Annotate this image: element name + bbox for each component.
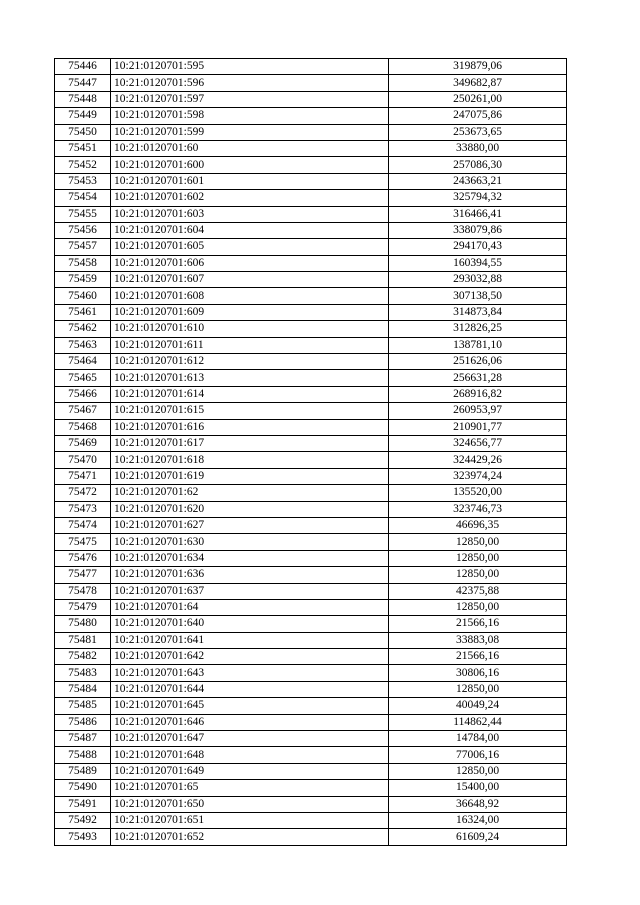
cadastral-value-cell: 61609,24 bbox=[389, 829, 567, 845]
row-number-cell: 75475 bbox=[55, 534, 111, 550]
cadastral-number-cell: 10:21:0120701:601 bbox=[111, 173, 389, 189]
row-number-cell: 75478 bbox=[55, 583, 111, 599]
row-number-cell: 75492 bbox=[55, 812, 111, 828]
cadastral-value-cell: 307138,50 bbox=[389, 288, 567, 304]
table-row bbox=[55, 468, 567, 484]
row-number-cell: 75446 bbox=[55, 59, 111, 75]
cadastral-number-cell: 10:21:0120701:651 bbox=[111, 812, 389, 828]
cadastral-value-cell: 12850,00 bbox=[389, 534, 567, 550]
cadastral-value-cell: 40049,24 bbox=[389, 698, 567, 714]
cadastral-value-table bbox=[54, 58, 567, 846]
cadastral-value-cell: 294170,43 bbox=[389, 239, 567, 255]
table-row bbox=[55, 731, 567, 747]
row-number-cell: 75482 bbox=[55, 649, 111, 665]
table-row bbox=[55, 435, 567, 451]
row-number-cell: 75448 bbox=[55, 91, 111, 107]
cadastral-value-cell: 77006,16 bbox=[389, 747, 567, 763]
row-number-cell: 75455 bbox=[55, 206, 111, 222]
cadastral-number-cell: 10:21:0120701:627 bbox=[111, 517, 389, 533]
row-number-cell: 75468 bbox=[55, 419, 111, 435]
cadastral-number-cell: 10:21:0120701:619 bbox=[111, 468, 389, 484]
cadastral-number-cell: 10:21:0120701:644 bbox=[111, 681, 389, 697]
row-number-cell: 75459 bbox=[55, 272, 111, 288]
table-row bbox=[55, 386, 567, 402]
table-row bbox=[55, 567, 567, 583]
table-row bbox=[55, 599, 567, 615]
cadastral-value-cell: 251626,06 bbox=[389, 354, 567, 370]
cadastral-value-cell: 114862,44 bbox=[389, 714, 567, 730]
row-number-cell: 75480 bbox=[55, 616, 111, 632]
cadastral-value-cell: 253673,65 bbox=[389, 124, 567, 140]
cadastral-number-cell: 10:21:0120701:602 bbox=[111, 190, 389, 206]
cadastral-value-cell: 15400,00 bbox=[389, 780, 567, 796]
row-number-cell: 75474 bbox=[55, 517, 111, 533]
cadastral-number-cell: 10:21:0120701:613 bbox=[111, 370, 389, 386]
table-row bbox=[55, 239, 567, 255]
cadastral-number-cell: 10:21:0120701:60 bbox=[111, 140, 389, 156]
row-number-cell: 75471 bbox=[55, 468, 111, 484]
cadastral-value-cell: 324429,26 bbox=[389, 452, 567, 468]
row-number-cell: 75452 bbox=[55, 157, 111, 173]
table-row bbox=[55, 517, 567, 533]
row-number-cell: 75481 bbox=[55, 632, 111, 648]
cadastral-value-cell: 210901,77 bbox=[389, 419, 567, 435]
table-row bbox=[55, 583, 567, 599]
cadastral-number-cell: 10:21:0120701:605 bbox=[111, 239, 389, 255]
row-number-cell: 75461 bbox=[55, 304, 111, 320]
cadastral-value-cell: 338079,86 bbox=[389, 222, 567, 238]
cadastral-number-cell: 10:21:0120701:649 bbox=[111, 763, 389, 779]
cadastral-value-cell: 46696,35 bbox=[389, 517, 567, 533]
cadastral-number-cell: 10:21:0120701:611 bbox=[111, 337, 389, 353]
cadastral-number-cell: 10:21:0120701:599 bbox=[111, 124, 389, 140]
cadastral-number-cell: 10:21:0120701:620 bbox=[111, 501, 389, 517]
table-row bbox=[55, 780, 567, 796]
row-number-cell: 75486 bbox=[55, 714, 111, 730]
row-number-cell: 75477 bbox=[55, 567, 111, 583]
table-row bbox=[55, 632, 567, 648]
row-number-cell: 75473 bbox=[55, 501, 111, 517]
row-number-cell: 75453 bbox=[55, 173, 111, 189]
cadastral-value-cell: 324656,77 bbox=[389, 435, 567, 451]
row-number-cell: 75463 bbox=[55, 337, 111, 353]
row-number-cell: 75470 bbox=[55, 452, 111, 468]
cadastral-value-cell: 349682,87 bbox=[389, 75, 567, 91]
table-row bbox=[55, 157, 567, 173]
table-row bbox=[55, 75, 567, 91]
table-row bbox=[55, 140, 567, 156]
cadastral-value-cell: 319879,06 bbox=[389, 59, 567, 75]
cadastral-value-cell: 312826,25 bbox=[389, 321, 567, 337]
cadastral-value-cell: 256631,28 bbox=[389, 370, 567, 386]
cadastral-value-cell: 12850,00 bbox=[389, 763, 567, 779]
cadastral-number-cell: 10:21:0120701:630 bbox=[111, 534, 389, 550]
table-row bbox=[55, 206, 567, 222]
cadastral-number-cell: 10:21:0120701:650 bbox=[111, 796, 389, 812]
cadastral-value-cell: 314873,84 bbox=[389, 304, 567, 320]
table-row bbox=[55, 403, 567, 419]
table-row bbox=[55, 419, 567, 435]
row-number-cell: 75466 bbox=[55, 386, 111, 402]
row-number-cell: 75483 bbox=[55, 665, 111, 681]
row-number-cell: 75451 bbox=[55, 140, 111, 156]
table-row bbox=[55, 616, 567, 632]
table-row bbox=[55, 354, 567, 370]
cadastral-value-cell: 33880,00 bbox=[389, 140, 567, 156]
cadastral-number-cell: 10:21:0120701:604 bbox=[111, 222, 389, 238]
row-number-cell: 75469 bbox=[55, 435, 111, 451]
row-number-cell: 75488 bbox=[55, 747, 111, 763]
table-row bbox=[55, 763, 567, 779]
cadastral-number-cell: 10:21:0120701:600 bbox=[111, 157, 389, 173]
table-row bbox=[55, 665, 567, 681]
cadastral-value-cell: 21566,16 bbox=[389, 616, 567, 632]
table-row bbox=[55, 747, 567, 763]
table-row bbox=[55, 452, 567, 468]
cadastral-value-cell: 243663,21 bbox=[389, 173, 567, 189]
row-number-cell: 75454 bbox=[55, 190, 111, 206]
cadastral-number-cell: 10:21:0120701:643 bbox=[111, 665, 389, 681]
table-row bbox=[55, 59, 567, 75]
cadastral-number-cell: 10:21:0120701:596 bbox=[111, 75, 389, 91]
cadastral-number-cell: 10:21:0120701:637 bbox=[111, 583, 389, 599]
table-row bbox=[55, 321, 567, 337]
table-row bbox=[55, 173, 567, 189]
cadastral-number-cell: 10:21:0120701:616 bbox=[111, 419, 389, 435]
row-number-cell: 75472 bbox=[55, 485, 111, 501]
row-number-cell: 75476 bbox=[55, 550, 111, 566]
row-number-cell: 75491 bbox=[55, 796, 111, 812]
cadastral-number-cell: 10:21:0120701:641 bbox=[111, 632, 389, 648]
row-number-cell: 75493 bbox=[55, 829, 111, 845]
cadastral-number-cell: 10:21:0120701:645 bbox=[111, 698, 389, 714]
cadastral-number-cell: 10:21:0120701:606 bbox=[111, 255, 389, 271]
cadastral-value-cell: 257086,30 bbox=[389, 157, 567, 173]
cadastral-number-cell: 10:21:0120701:636 bbox=[111, 567, 389, 583]
row-number-cell: 75485 bbox=[55, 698, 111, 714]
cadastral-value-cell: 12850,00 bbox=[389, 550, 567, 566]
table-row bbox=[55, 714, 567, 730]
row-number-cell: 75449 bbox=[55, 108, 111, 124]
table-row bbox=[55, 550, 567, 566]
cadastral-number-cell: 10:21:0120701:614 bbox=[111, 386, 389, 402]
cadastral-value-cell: 160394,55 bbox=[389, 255, 567, 271]
cadastral-value-cell: 12850,00 bbox=[389, 567, 567, 583]
cadastral-value-cell: 325794,32 bbox=[389, 190, 567, 206]
table-row bbox=[55, 485, 567, 501]
cadastral-number-cell: 10:21:0120701:652 bbox=[111, 829, 389, 845]
cadastral-number-cell: 10:21:0120701:597 bbox=[111, 91, 389, 107]
cadastral-value-cell: 323746,73 bbox=[389, 501, 567, 517]
table-row bbox=[55, 649, 567, 665]
table-row bbox=[55, 222, 567, 238]
table-row bbox=[55, 124, 567, 140]
cadastral-value-cell: 135520,00 bbox=[389, 485, 567, 501]
cadastral-number-cell: 10:21:0120701:617 bbox=[111, 435, 389, 451]
table-row bbox=[55, 370, 567, 386]
table-row bbox=[55, 255, 567, 271]
cadastral-number-cell: 10:21:0120701:603 bbox=[111, 206, 389, 222]
cadastral-value-cell: 12850,00 bbox=[389, 681, 567, 697]
table-row bbox=[55, 108, 567, 124]
table-row bbox=[55, 304, 567, 320]
cadastral-value-cell: 247075,86 bbox=[389, 108, 567, 124]
row-number-cell: 75490 bbox=[55, 780, 111, 796]
row-number-cell: 75464 bbox=[55, 354, 111, 370]
table-row bbox=[55, 812, 567, 828]
table-row bbox=[55, 337, 567, 353]
cadastral-value-cell: 316466,41 bbox=[389, 206, 567, 222]
cadastral-value-cell: 30806,16 bbox=[389, 665, 567, 681]
table-row bbox=[55, 698, 567, 714]
cadastral-value-cell: 268916,82 bbox=[389, 386, 567, 402]
table-row bbox=[55, 829, 567, 845]
cadastral-number-cell: 10:21:0120701:595 bbox=[111, 59, 389, 75]
table-row bbox=[55, 796, 567, 812]
row-number-cell: 75460 bbox=[55, 288, 111, 304]
cadastral-value-cell: 12850,00 bbox=[389, 599, 567, 615]
cadastral-number-cell: 10:21:0120701:642 bbox=[111, 649, 389, 665]
cadastral-number-cell: 10:21:0120701:646 bbox=[111, 714, 389, 730]
cadastral-value-cell: 293032,88 bbox=[389, 272, 567, 288]
cadastral-value-cell: 323974,24 bbox=[389, 468, 567, 484]
row-number-cell: 75465 bbox=[55, 370, 111, 386]
row-number-cell: 75462 bbox=[55, 321, 111, 337]
cadastral-number-cell: 10:21:0120701:618 bbox=[111, 452, 389, 468]
cadastral-number-cell: 10:21:0120701:609 bbox=[111, 304, 389, 320]
cadastral-number-cell: 10:21:0120701:647 bbox=[111, 731, 389, 747]
row-number-cell: 75447 bbox=[55, 75, 111, 91]
row-number-cell: 75457 bbox=[55, 239, 111, 255]
table-row bbox=[55, 91, 567, 107]
cadastral-number-cell: 10:21:0120701:65 bbox=[111, 780, 389, 796]
row-number-cell: 75479 bbox=[55, 599, 111, 615]
cadastral-number-cell: 10:21:0120701:64 bbox=[111, 599, 389, 615]
cadastral-number-cell: 10:21:0120701:648 bbox=[111, 747, 389, 763]
cadastral-number-cell: 10:21:0120701:640 bbox=[111, 616, 389, 632]
cadastral-number-cell: 10:21:0120701:610 bbox=[111, 321, 389, 337]
row-number-cell: 75484 bbox=[55, 681, 111, 697]
cadastral-value-cell: 21566,16 bbox=[389, 649, 567, 665]
cadastral-number-cell: 10:21:0120701:634 bbox=[111, 550, 389, 566]
cadastral-value-cell: 260953,97 bbox=[389, 403, 567, 419]
table-row bbox=[55, 272, 567, 288]
table-row bbox=[55, 288, 567, 304]
cadastral-number-cell: 10:21:0120701:607 bbox=[111, 272, 389, 288]
cadastral-number-cell: 10:21:0120701:615 bbox=[111, 403, 389, 419]
row-number-cell: 75467 bbox=[55, 403, 111, 419]
cadastral-value-cell: 250261,00 bbox=[389, 91, 567, 107]
table-row bbox=[55, 681, 567, 697]
cadastral-number-cell: 10:21:0120701:612 bbox=[111, 354, 389, 370]
table-row bbox=[55, 534, 567, 550]
table-row bbox=[55, 190, 567, 206]
cadastral-value-cell: 138781,10 bbox=[389, 337, 567, 353]
cadastral-value-cell: 36648,92 bbox=[389, 796, 567, 812]
cadastral-number-cell: 10:21:0120701:608 bbox=[111, 288, 389, 304]
cadastral-value-cell: 33883,08 bbox=[389, 632, 567, 648]
row-number-cell: 75458 bbox=[55, 255, 111, 271]
table-body bbox=[55, 59, 567, 846]
cadastral-value-cell: 14784,00 bbox=[389, 731, 567, 747]
row-number-cell: 75450 bbox=[55, 124, 111, 140]
row-number-cell: 75487 bbox=[55, 731, 111, 747]
table-row bbox=[55, 501, 567, 517]
cadastral-number-cell: 10:21:0120701:598 bbox=[111, 108, 389, 124]
cadastral-value-cell: 42375,88 bbox=[389, 583, 567, 599]
row-number-cell: 75456 bbox=[55, 222, 111, 238]
cadastral-number-cell: 10:21:0120701:62 bbox=[111, 485, 389, 501]
cadastral-value-cell: 16324,00 bbox=[389, 812, 567, 828]
row-number-cell: 75489 bbox=[55, 763, 111, 779]
